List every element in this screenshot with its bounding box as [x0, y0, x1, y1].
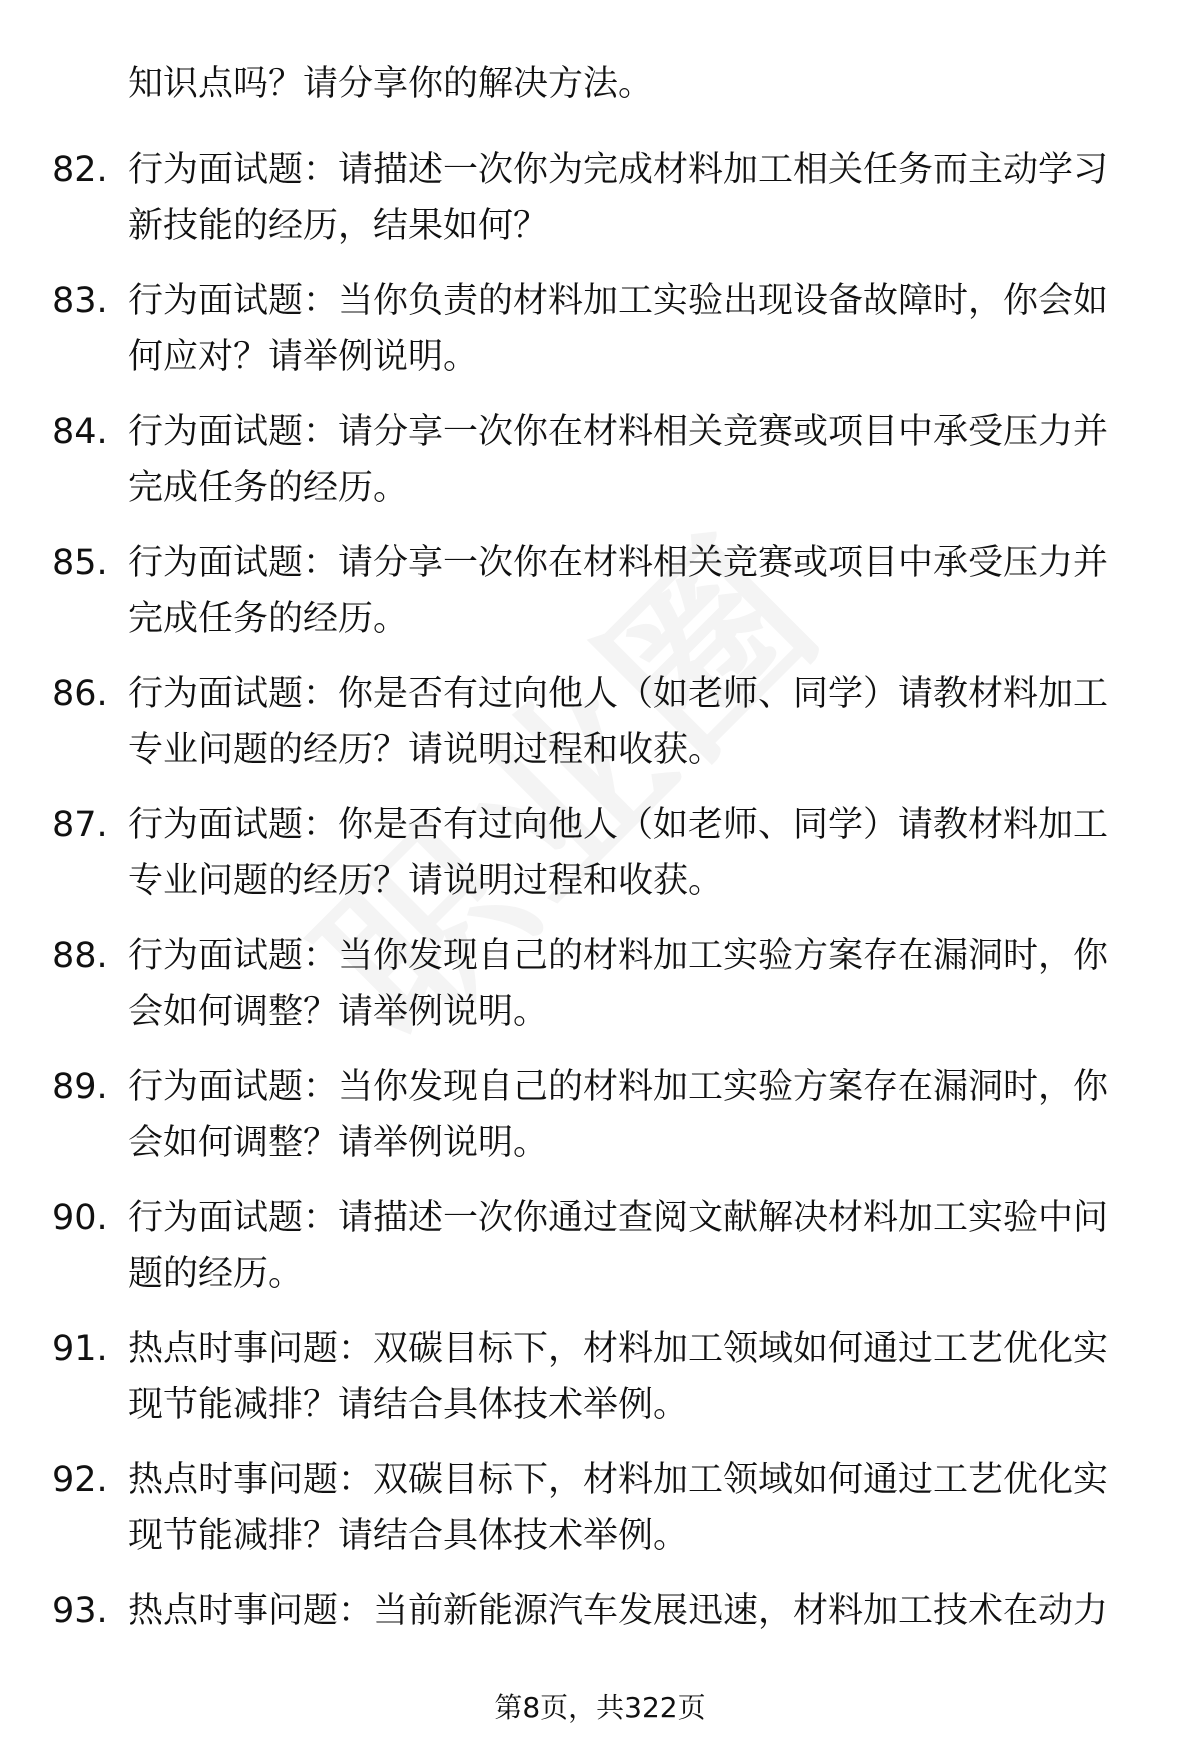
- question-number: 91.: [52, 1329, 108, 1369]
- question-text: 行为面试题：当你发现自己的材料加工实验方案存在漏洞时，你会如何调整？请举例说明。: [128, 936, 1109, 1032]
- question-number: 93.: [52, 1591, 108, 1631]
- question-text: 行为面试题：请分享一次你在材料相关竞赛或项目中承受压力并完成任务的经历。: [128, 543, 1109, 639]
- question-number: 84.: [52, 412, 108, 452]
- continuation-text: 知识点吗？请分享你的解决方法。: [128, 64, 654, 104]
- question-number: 83.: [52, 281, 108, 321]
- question-text: 热点时事问题：双碳目标下，材料加工领域如何通过工艺优化实现节能减排？请结合具体技术举例。: [128, 1460, 1109, 1556]
- question-text: 热点时事问题：当前新能源汽车发展迅速，材料加工技术在动力: [128, 1591, 1109, 1631]
- question-number: 87.: [52, 805, 108, 845]
- question-text: 行为面试题：当你发现自己的材料加工实验方案存在漏洞时，你会如何调整？请举例说明。: [128, 1067, 1109, 1163]
- question-number: 82.: [52, 150, 108, 190]
- list-item: [0, 1583, 1200, 1695]
- list-item: [0, 273, 1200, 385]
- page-footer: 第8页，共322页: [494, 1691, 706, 1724]
- list-item: [0, 928, 1200, 1040]
- question-number: 89.: [52, 1067, 108, 1107]
- list-item: [0, 1059, 1200, 1171]
- question-text: 行为面试题：当你负责的材料加工实验出现设备故障时，你会如何应对？请举例说明。: [128, 281, 1109, 377]
- question-number: 92.: [52, 1460, 108, 1500]
- question-number: 86.: [52, 674, 108, 714]
- question-text: 行为面试题：你是否有过向他人（如老师、同学）请教材料加工专业问题的经历？请说明过程和收获。: [128, 674, 1109, 770]
- list-item: [0, 797, 1200, 909]
- list-item: [0, 1190, 1200, 1302]
- question-text: 行为面试题：你是否有过向他人（如老师、同学）请教材料加工专业问题的经历？请说明过程和收获。: [128, 805, 1109, 901]
- list-item: [0, 535, 1200, 647]
- question-number: 85.: [52, 543, 108, 583]
- list-item: [0, 142, 1200, 254]
- question-text: 热点时事问题：双碳目标下，材料加工领域如何通过工艺优化实现节能减排？请结合具体技术举例。: [128, 1329, 1109, 1425]
- list-item: [0, 666, 1200, 778]
- question-number: 88.: [52, 936, 108, 976]
- question-text: 行为面试题：请分享一次你在材料相关竞赛或项目中承受压力并完成任务的经历。: [128, 412, 1109, 508]
- question-text: 行为面试题：请描述一次你通过查阅文献解决材料加工实验中问题的经历。: [128, 1198, 1109, 1294]
- list-item: [0, 404, 1200, 516]
- list-item: [0, 1452, 1200, 1564]
- question-text: 行为面试题：请描述一次你为完成材料加工相关任务而主动学习新技能的经历，结果如何？: [128, 150, 1109, 246]
- question-number: 90.: [52, 1198, 108, 1238]
- list-item: [0, 1321, 1200, 1433]
- question-list: [0, 142, 1200, 1714]
